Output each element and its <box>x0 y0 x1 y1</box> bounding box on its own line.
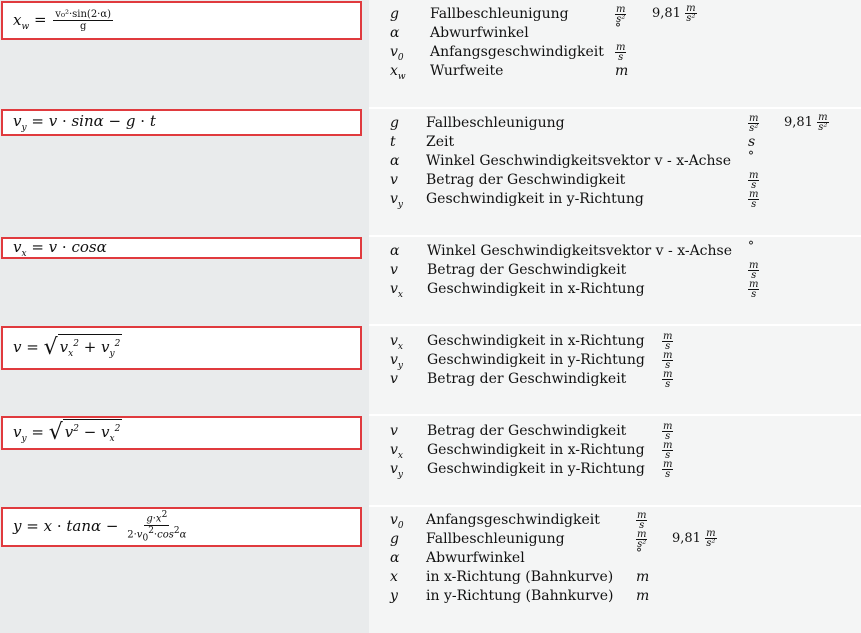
variable-symbol: g <box>390 6 399 22</box>
variable-symbol: α <box>390 243 400 259</box>
formula-throw-distance[interactable] <box>1 1 362 40</box>
variable-unit: $\frac{m}{\text{s²}}$ <box>637 529 647 550</box>
variable-description: in y-Richtung (Bahnkurve) <box>426 588 614 604</box>
variable-unit: m <box>636 588 650 604</box>
variable-unit: $\frac{m}{s}$ <box>663 440 673 461</box>
formula-text: $v_y$ = √ $v^2 - v_x^2$ <box>13 420 121 445</box>
variable-description: Winkel Geschwindigkeitsvektor v - x-Achse <box>427 243 733 259</box>
variable-description: in x-Richtung (Bahnkurve) <box>426 569 614 585</box>
block-divider <box>369 505 861 507</box>
formula-vx[interactable] <box>1 237 362 259</box>
variable-description: Winkel Geschwindigkeitsvektor v - x-Achse <box>426 153 732 169</box>
block-divider <box>369 235 861 237</box>
variable-description: Anfangsgeschwindigkeit <box>426 512 600 528</box>
formula-text: v = √ $v_x^2 + v_y^2$ <box>13 335 121 360</box>
variable-unit: $\frac{m}{s}$ <box>663 421 673 442</box>
variable-unit: ° <box>615 21 621 35</box>
formula-vy-root[interactable] <box>1 416 362 450</box>
variable-symbol: $v_x$ <box>390 333 403 352</box>
variable-description: Geschwindigkeit in x-Richtung <box>427 442 645 458</box>
variable-unit: $\frac{m}{s}$ <box>663 331 673 352</box>
variable-symbol: y <box>390 588 398 604</box>
variable-description: Anfangsgeschwindigkeit <box>430 44 604 60</box>
variable-symbol: α <box>390 550 400 566</box>
variable-description: Geschwindigkeit in y-Richtung <box>427 352 645 368</box>
variable-unit: ° <box>748 149 754 163</box>
variable-description: Fallbeschleunigung <box>430 6 569 22</box>
variable-unit: m <box>615 63 629 79</box>
variable-description: Abwurfwinkel <box>430 25 529 41</box>
formula-text: $x_w$ = $\frac{\text{v₀²·sin(2·α)}}{g}$ <box>13 9 112 32</box>
variable-symbol: $v_x$ <box>390 442 403 461</box>
variable-unit: s <box>748 134 756 150</box>
variable-description: Fallbeschleunigung <box>426 115 565 131</box>
variable-description: Geschwindigkeit in y-Richtung <box>426 191 644 207</box>
variable-description: Abwurfwinkel <box>426 550 525 566</box>
variable-symbol: $v_0$ <box>390 44 404 63</box>
formula-text: y = x · tanα − $\frac{g\cdot x^2}{2\cdot v_0^2\cdot\cos^2\alpha}$ <box>13 510 187 543</box>
formula-text: $v_x = v \cdot \cos\alpha$ <box>13 237 107 259</box>
variable-unit: m <box>636 569 650 585</box>
variable-unit: $\frac{m}{s}$ <box>749 170 759 191</box>
variable-symbol: v <box>390 371 398 387</box>
variable-unit: ° <box>636 546 642 560</box>
variable-unit: $\frac{m}{s}$ <box>749 189 759 210</box>
variable-description: Fallbeschleunigung <box>426 531 565 547</box>
variable-unit: $\frac{m}{s}$ <box>749 260 759 281</box>
variable-unit: $\frac{m}{s}$ <box>637 510 647 531</box>
variable-unit: $\frac{m}{s}$ <box>663 350 673 371</box>
variable-symbol: v <box>390 172 398 188</box>
variable-description: Wurfweite <box>430 63 504 79</box>
constant-value: 9,81 m s² <box>672 528 716 549</box>
formula-vy-time[interactable] <box>1 109 362 136</box>
variable-description: Geschwindigkeit in x-Richtung <box>427 333 645 349</box>
formula-text: $v_y = v \cdot \sin\alpha - g \cdot t$ <box>13 112 156 133</box>
variable-symbol: $v_0$ <box>390 512 404 531</box>
variable-symbol: α <box>390 153 400 169</box>
variable-description: Geschwindigkeit in x-Richtung <box>427 281 645 297</box>
variable-symbol: v <box>390 262 398 278</box>
variable-symbol: $x_w$ <box>390 63 406 82</box>
variable-unit: $\frac{m}{s}$ <box>749 279 759 300</box>
variable-symbol: α <box>390 25 400 41</box>
formula-trajectory[interactable] <box>1 507 362 547</box>
formula-v-magnitude[interactable] <box>1 326 362 370</box>
variable-description: Geschwindigkeit in y-Richtung <box>427 461 645 477</box>
variable-description: Betrag der Geschwindigkeit <box>426 172 626 188</box>
block-divider <box>369 107 861 109</box>
constant-value: 9,81 m s² <box>784 112 828 133</box>
variable-symbol: t <box>390 134 396 150</box>
variable-symbol: $v_x$ <box>390 281 403 300</box>
variable-description: Zeit <box>426 134 455 150</box>
variable-description: Betrag der Geschwindigkeit <box>427 423 627 439</box>
variable-unit: $\frac{m}{s}$ <box>616 42 626 63</box>
variable-symbol: v <box>390 423 398 439</box>
variable-unit: $\frac{m}{\text{s²}}$ <box>616 4 626 25</box>
variable-symbol: g <box>390 531 399 547</box>
variable-unit: $\frac{m}{\text{s²}}$ <box>749 113 759 134</box>
variable-symbol: $v_y$ <box>390 191 404 210</box>
block-divider <box>369 414 861 416</box>
variable-description: Betrag der Geschwindigkeit <box>427 262 627 278</box>
variable-unit: $\frac{m}{s}$ <box>663 459 673 480</box>
variable-symbol: x <box>390 569 398 585</box>
variable-unit: $\frac{m}{s}$ <box>663 369 673 390</box>
variable-unit: ° <box>748 239 754 253</box>
variable-symbol: g <box>390 115 399 131</box>
constant-value: 9,81 m s² <box>652 3 696 24</box>
variable-description: Betrag der Geschwindigkeit <box>427 371 627 387</box>
block-divider <box>369 324 861 326</box>
variable-symbol: $v_y$ <box>390 352 404 371</box>
variable-symbol: $v_y$ <box>390 461 404 480</box>
